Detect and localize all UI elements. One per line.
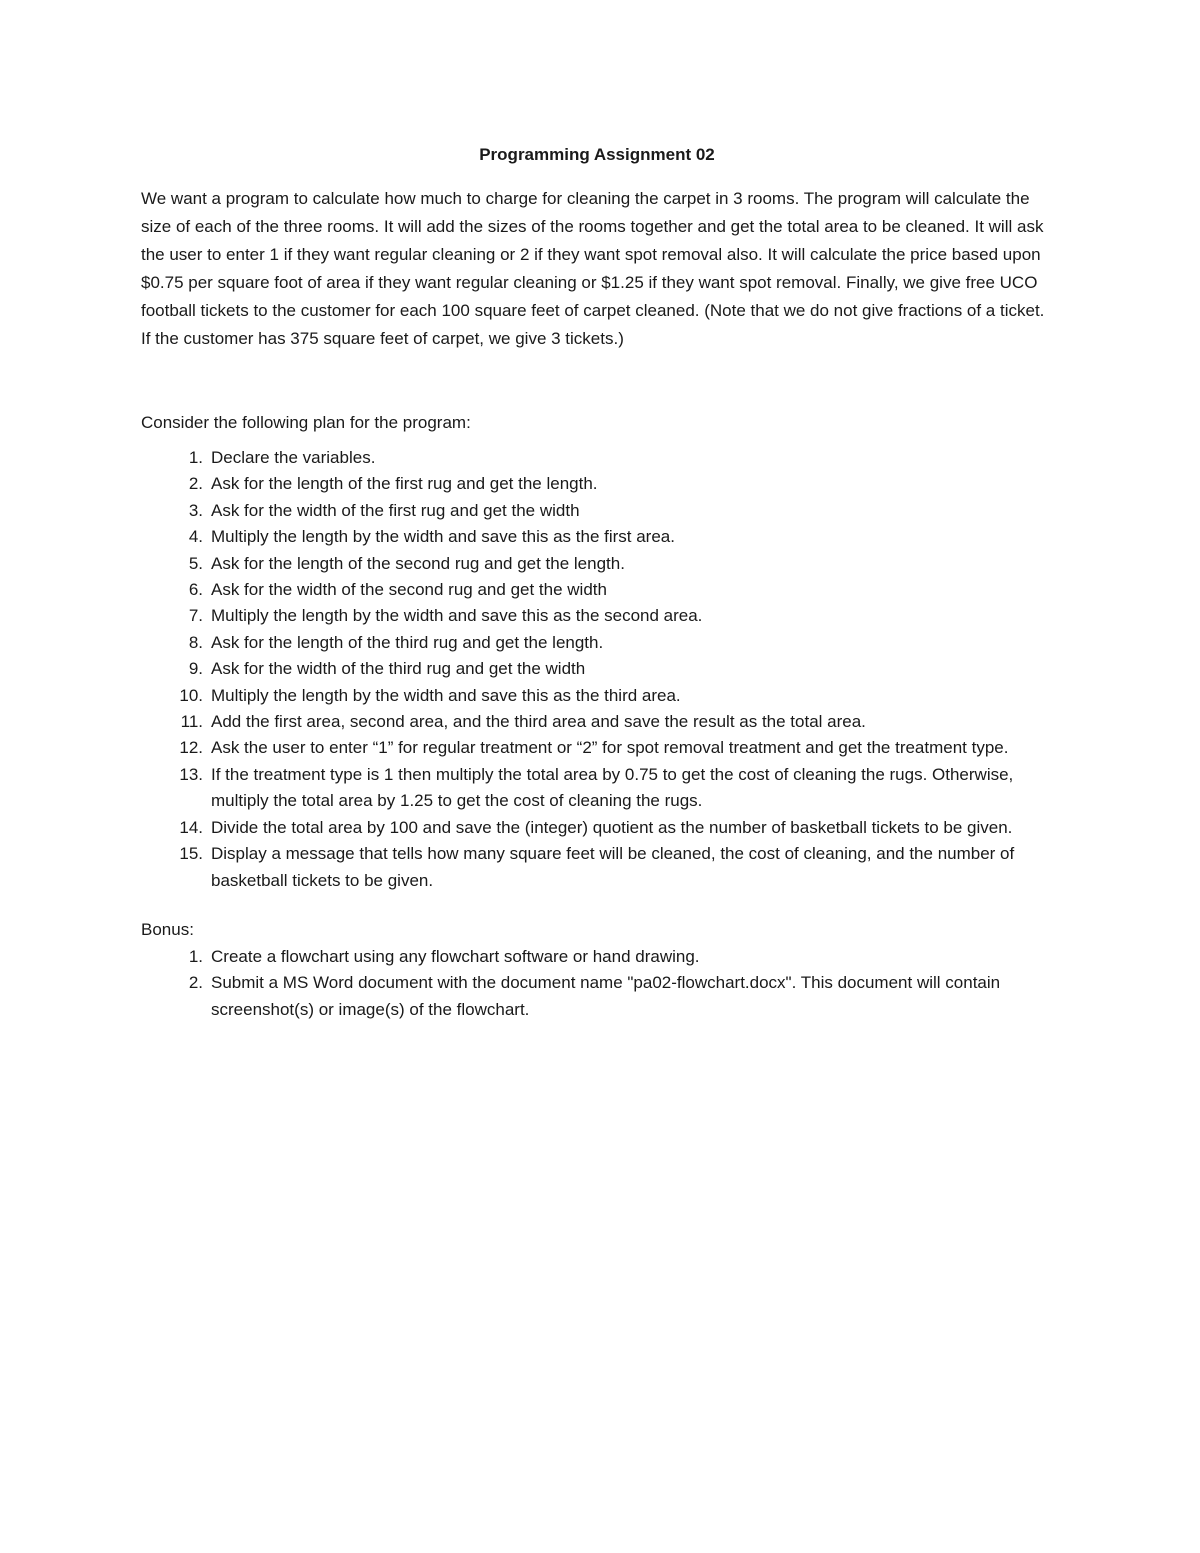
list-text: Multiply the length by the width and save this as the first area. — [211, 527, 675, 547]
list-item — [141, 735, 1053, 761]
list-item — [141, 630, 1053, 656]
plan-lead: Consider the following plan for the program: — [141, 413, 471, 432]
list-text: Submit a MS Word document with the document name "pa02-flowchart.docx". This document will contain screenshot(s) or image(s) of the flowchart. — [211, 973, 1001, 1019]
list-number: 5. — [188, 553, 203, 573]
list-number: 10. — [179, 685, 203, 705]
list-item — [141, 970, 1053, 1023]
list-text: Declare the variables. — [211, 448, 376, 467]
list-item — [141, 471, 1053, 497]
list-number: 12. — [179, 738, 203, 758]
list-item — [141, 762, 1053, 815]
list-text: Display a message that tells how many square feet will be cleaned, the cost of cleaning, and the number of basketball tickets to be given. — [211, 844, 1015, 890]
list-number: 4. — [188, 527, 203, 547]
list-text: Multiply the length by the width and save this as the third area. — [211, 685, 681, 705]
page-title: Programming Assignment 02 — [479, 145, 715, 164]
list-text: If the treatment type is 1 then multiply the total area by 0.75 to get the cost of cleaning the rugs. Otherwise, multiply the total area by 1.25 to get the cost of cleaning the rugs. — [211, 764, 1014, 811]
list-item — [141, 656, 1053, 682]
list-number: 2. — [188, 474, 203, 494]
list-item — [141, 551, 1053, 577]
bonus-list — [141, 944, 1053, 1023]
list-item — [141, 524, 1053, 550]
list-number: 3. — [188, 500, 203, 520]
document-page — [141, 141, 1053, 1023]
list-text: Divide the total area by 100 and save the (integer) quotient as the number of basketball tickets to be given. — [211, 817, 1013, 837]
bonus-heading: Bonus: — [141, 919, 194, 939]
list-number: 1. — [188, 946, 203, 966]
list-number: 9. — [188, 659, 203, 679]
list-text: Ask for the width of the third rug and get the width — [211, 659, 586, 679]
list-text: Multiply the length by the width and save this as the second area. — [211, 606, 703, 626]
list-item — [141, 709, 1053, 735]
list-number: 11. — [180, 712, 203, 732]
intro-paragraph: We want a program to calculate how much to charge for cleaning the carpet in 3 rooms. The program will calculate the size of each of the three rooms. It will add the sizes of the rooms together and get the total area to be cleaned. It will ask the user to enter 1 if they want regular cleaning or 2 if they want spot removal also. It will calculate the price based upon $0.75 per square foot of area if they want regular cleaning or $1.25 if they want spot removal. Finally, we give free UCO football tickets to the customer for each 100 square feet of carpet cleaned. (Note that we do not give fractions of a ticket. If the customer has 375 square feet of carpet, we give 3 tickets.) — [141, 189, 1045, 348]
list-text: Ask for the width of the first rug and get the width — [211, 500, 580, 520]
blank-space — [141, 353, 1053, 409]
list-item — [141, 577, 1053, 603]
list-item — [141, 603, 1053, 629]
list-text: Ask for the length of the first rug and get the length. — [211, 474, 598, 494]
list-text: Ask for the width of the second rug and get the width — [211, 580, 607, 600]
list-text: Add the first area, second area, and the third area and save the result as the total area. — [211, 712, 866, 732]
list-number: 14. — [179, 817, 203, 837]
list-text: Ask for the length of the second rug and get the length. — [211, 553, 625, 573]
list-number: 15. — [179, 844, 203, 864]
list-item — [141, 815, 1053, 841]
list-number: 13. — [179, 764, 203, 784]
list-item — [141, 944, 1053, 970]
list-text: Ask for the length of the third rug and get the length. — [211, 632, 604, 652]
list-item — [141, 841, 1053, 894]
list-number: 1. — [188, 448, 203, 467]
list-item — [141, 445, 1053, 471]
list-item — [141, 498, 1053, 524]
list-text: Ask the user to enter “1” for regular treatment or “2” for spot removal treatment and get the treatment type. — [211, 738, 1009, 758]
plan-list — [141, 445, 1053, 894]
list-item — [141, 683, 1053, 709]
list-text: Create a flowchart using any flowchart software or hand drawing. — [211, 946, 700, 966]
list-number: 6. — [188, 580, 203, 600]
list-number: 7. — [188, 606, 203, 626]
list-number: 2. — [188, 973, 203, 993]
list-number: 8. — [188, 632, 203, 652]
